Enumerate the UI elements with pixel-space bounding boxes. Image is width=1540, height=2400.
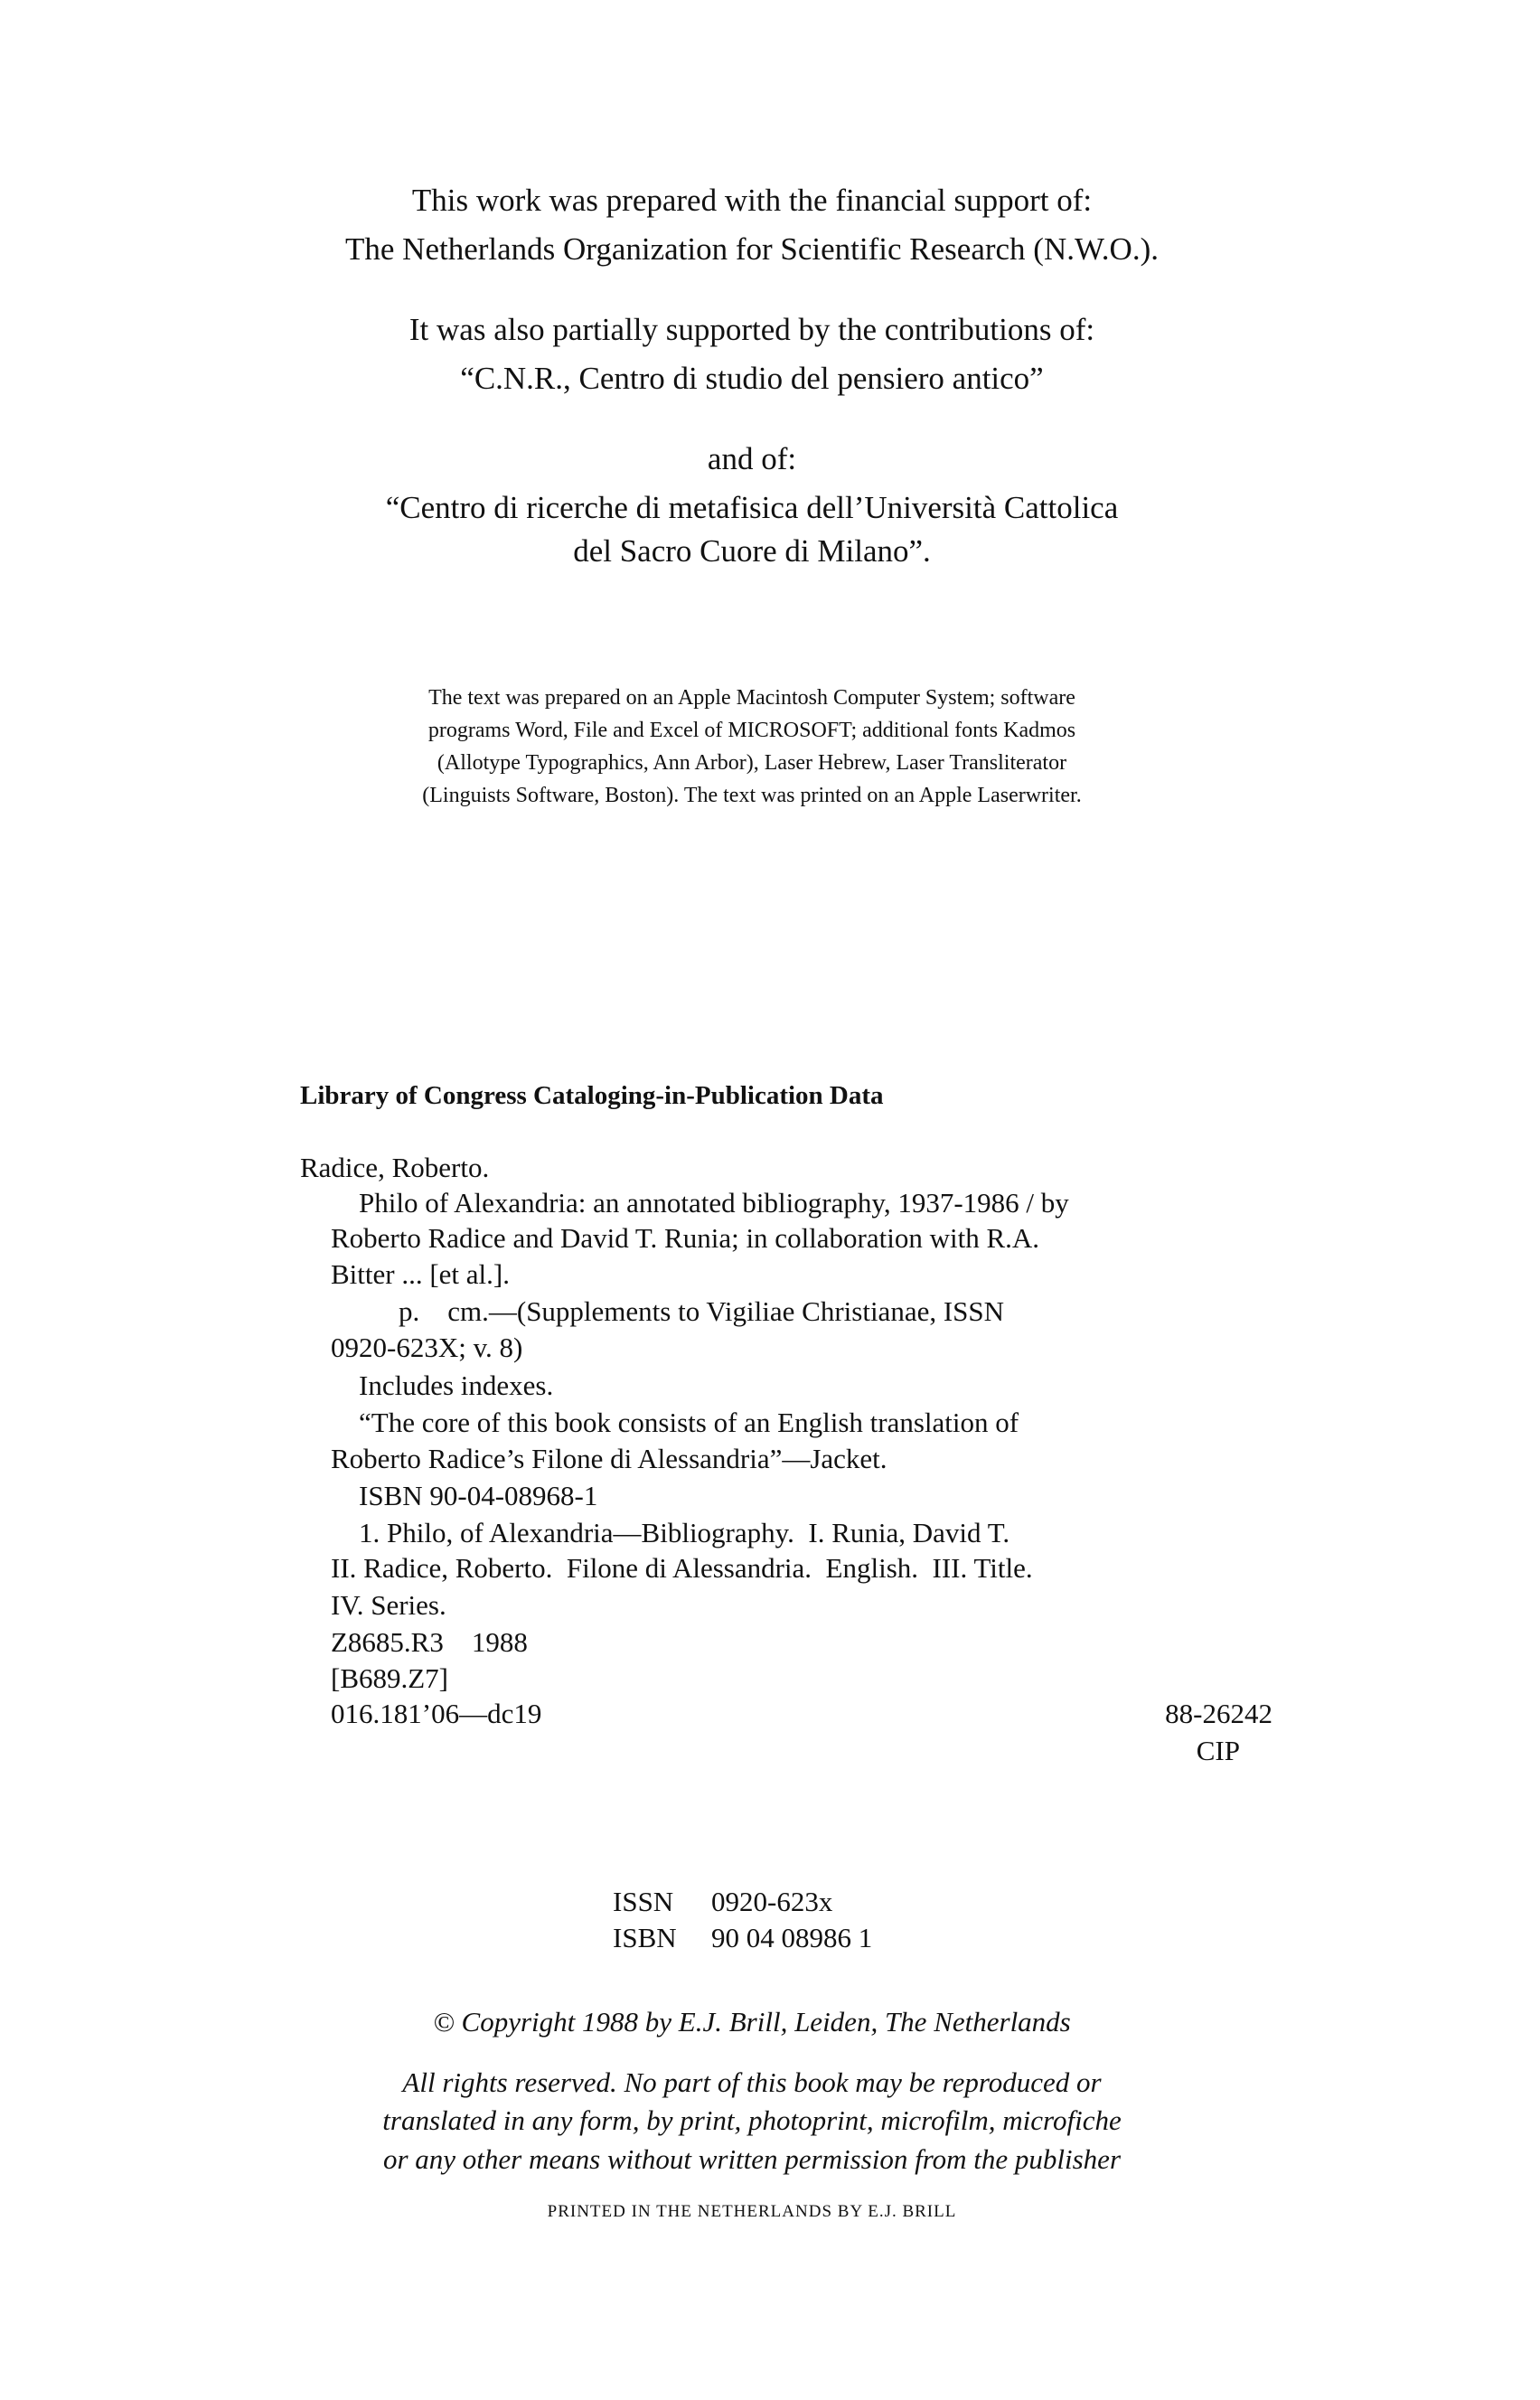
support-line: This work was prepared with the financial support of: xyxy=(411,183,1093,218)
note-line: programs Word, File and Excel of MICROSOFT; additional fonts Kadmos xyxy=(427,719,1076,742)
rights-line: translated in any form, by print, photoprint, microfilm, microfiche xyxy=(382,2104,1122,2136)
cip-line: 0920-623X; v. 8) xyxy=(331,1332,523,1363)
rights-line: or any other means without written permission from the publisher xyxy=(382,2143,1122,2175)
cip-heading: Library of Congress Cataloging-in-Publication Data xyxy=(300,1081,884,1110)
support-line: “Centro di ricerche di metafisica dell’Università Cattolica xyxy=(385,490,1119,525)
cip-line: Bitter ... [et al.]. xyxy=(331,1258,510,1290)
cip-label: CIP xyxy=(1196,1735,1240,1766)
lccn-number: 88-26242 xyxy=(1165,1698,1272,1729)
note-line: The text was prepared on an Apple Macintosh Computer System; software xyxy=(428,686,1075,710)
issn-label: ISSN xyxy=(613,1886,674,1917)
cip-line: Roberto Radice’s Filone di Alessandria”—Jacket. xyxy=(331,1443,887,1474)
cip-line: “The core of this book consists of an English translation of xyxy=(359,1407,1019,1438)
support-line: del Sacro Cuore di Milano”. xyxy=(573,533,931,569)
cip-line: 1. Philo, of Alexandria—Bibliography. I. Runia, David T. xyxy=(359,1517,1010,1548)
rights-line: All rights reserved. No part of this book may be reproduced or xyxy=(402,2066,1102,2098)
note-line: (Linguists Software, Boston). The text was printed on an Apple Laserwriter. xyxy=(422,784,1082,807)
isbn-label: ISBN xyxy=(613,1922,677,1953)
isbn-value: 90 04 08986 1 xyxy=(711,1922,873,1953)
cip-line: 016.181’06—dc19 xyxy=(331,1698,542,1729)
support-line: and of: xyxy=(707,441,797,476)
cip-line: IV. Series. xyxy=(331,1589,446,1621)
support-line: It was also partially supported by the contributions of: xyxy=(408,312,1095,347)
cip-line: Radice, Roberto. xyxy=(300,1152,490,1183)
cip-line: Z8685.R3 1988 xyxy=(331,1626,528,1658)
printer-imprint: PRINTED IN THE NETHERLANDS BY E.J. BRILL xyxy=(547,2202,957,2221)
cip-line: Philo of Alexandria: an annotated bibliography, 1937-1986 / by xyxy=(359,1187,1069,1219)
cip-line: II. Radice, Roberto. Filone di Alessandria. English. III. Title. xyxy=(331,1552,1033,1584)
cip-line: Roberto Radice and David T. Runia; in collaboration with R.A. xyxy=(331,1222,1040,1254)
cip-line: [B689.Z7] xyxy=(331,1662,449,1694)
support-line: “C.N.R., Centro di studio del pensiero antico” xyxy=(460,361,1044,396)
note-line: (Allotype Typographics, Ann Arbor), Laser Hebrew, Laser Transliterator xyxy=(437,751,1067,775)
cip-line: ISBN 90-04-08968-1 xyxy=(359,1480,598,1511)
copyright-notice: © Copyright 1988 by E.J. Brill, Leiden, The Netherlands xyxy=(433,2006,1071,2038)
cip-line: p. cm.—(Supplements to Vigiliae Christianae, ISSN xyxy=(399,1295,1005,1327)
support-line: The Netherlands Organization for Scientific Research (N.W.O.). xyxy=(345,231,1159,267)
issn-value: 0920-623x xyxy=(711,1886,833,1917)
cip-line: Includes indexes. xyxy=(359,1369,554,1401)
